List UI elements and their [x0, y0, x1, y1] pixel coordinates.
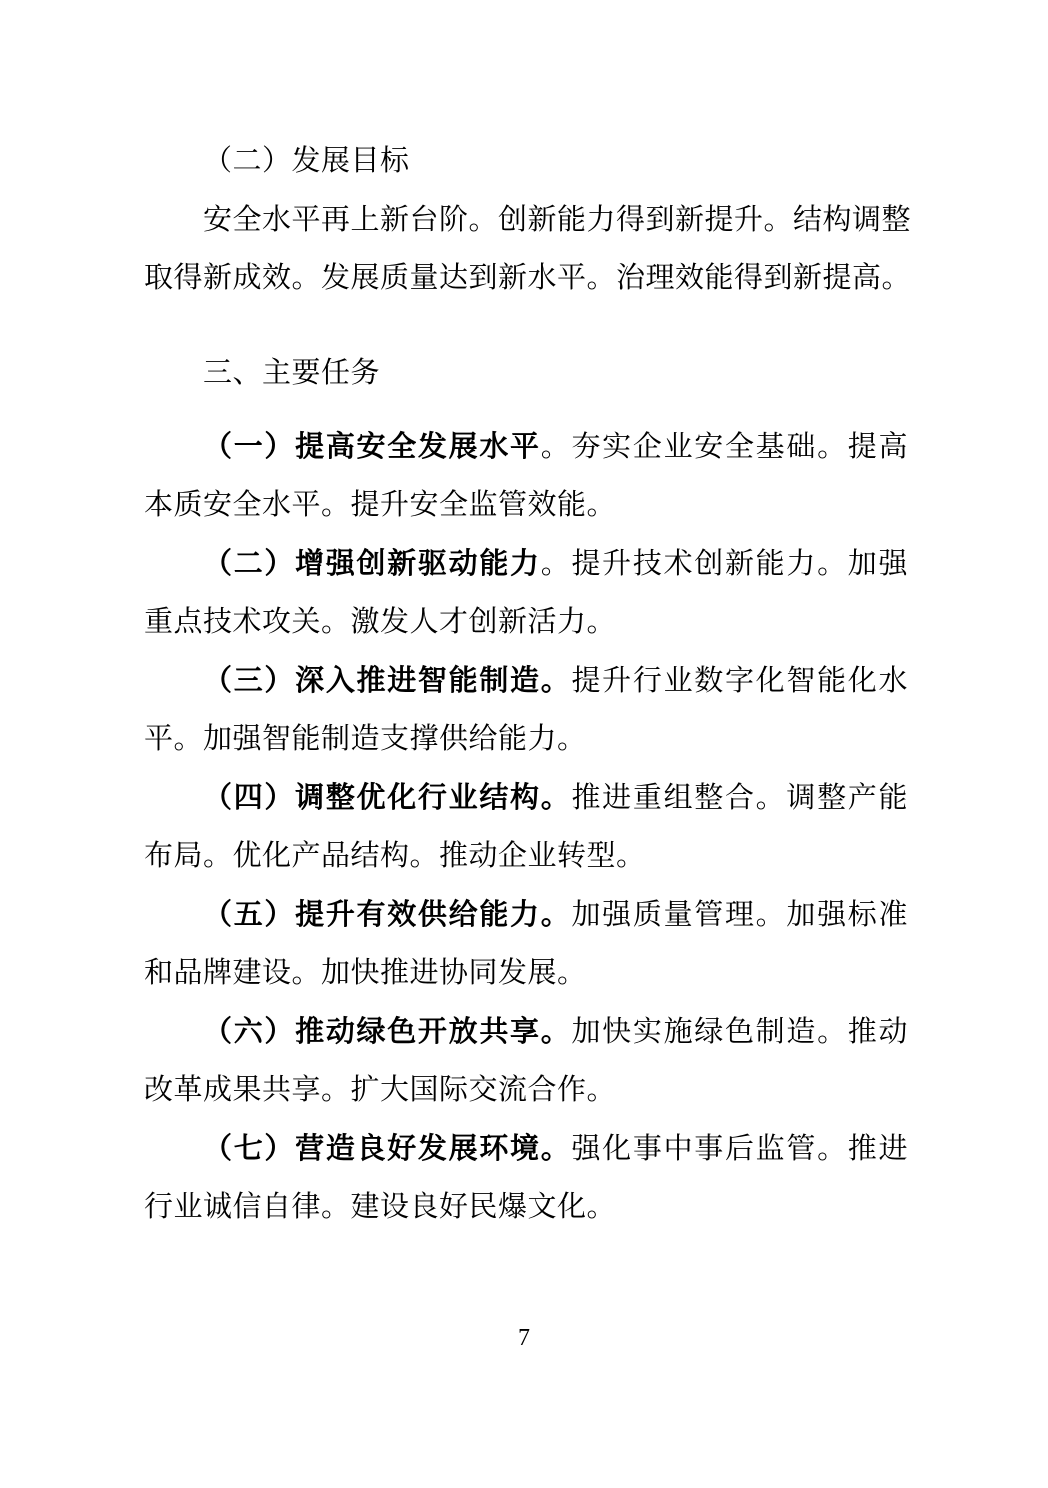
task-7-line-2: 行业诚信自律。建设良好民爆文化。 — [144, 1189, 617, 1223]
task-5-title: （五）提升有效供给能力。 — [203, 897, 572, 931]
task-5-line-1-rest: 加强质量管理。加强标准 — [571, 897, 908, 931]
task-3-line-1-rest: 提升行业数字化智能化水 — [571, 663, 908, 697]
task-2-line-2: 重点技术攻关。激发人才创新活力。 — [144, 604, 617, 638]
task-2-title: （二）增强创新驱动能力 — [203, 546, 541, 580]
task-3-line-2: 平。加强智能制造支撑供给能力。 — [144, 721, 587, 755]
task-6-title: （六）推动绿色开放共享。 — [203, 1014, 572, 1048]
task-5-line-2: 和品牌建设。加快推进协同发展。 — [144, 955, 587, 989]
task-7-title: （七）营造良好发展环境。 — [203, 1131, 572, 1165]
task-4-title: （四）调整优化行业结构。 — [203, 780, 572, 814]
page-number: 7 — [518, 1325, 530, 1351]
task-1-line-2: 本质安全水平。提升安全监管效能。 — [144, 487, 617, 521]
task-1-line-1-rest: 。夯实企业安全基础。提高 — [540, 429, 908, 463]
tasks-heading: 三、主要任务 — [203, 355, 381, 389]
task-1-line-1 — [203, 424, 908, 468]
task-3-title: （三）深入推进智能制造。 — [203, 663, 572, 697]
task-1-title: （一）提高安全发展水平 — [203, 429, 541, 463]
task-5-line-1 — [203, 892, 908, 936]
task-3-line-1 — [203, 658, 908, 702]
goals-body-line-1: 安全水平再上新台阶。创新能力得到新提升。结构调整 — [203, 202, 912, 236]
task-7-line-1-rest: 强化事中事后监管。推进 — [571, 1131, 908, 1165]
goals-heading: （二）发展目标 — [203, 143, 410, 177]
task-2-line-1 — [203, 541, 908, 585]
task-6-line-2: 改革成果共享。扩大国际交流合作。 — [144, 1072, 617, 1106]
task-2-line-1-rest: 。提升技术创新能力。加强 — [540, 546, 908, 580]
goals-body-line-2: 取得新成效。发展质量达到新水平。治理效能得到新提高。 — [144, 260, 912, 294]
task-4-line-1-rest: 推进重组整合。调整产能 — [571, 780, 908, 814]
task-6-line-1-rest: 加快实施绿色制造。推动 — [571, 1014, 908, 1048]
task-6-line-1 — [203, 1009, 908, 1053]
task-4-line-2: 布局。优化产品结构。推动企业转型。 — [144, 838, 646, 872]
task-7-line-1 — [203, 1126, 908, 1170]
task-4-line-1 — [203, 775, 908, 819]
